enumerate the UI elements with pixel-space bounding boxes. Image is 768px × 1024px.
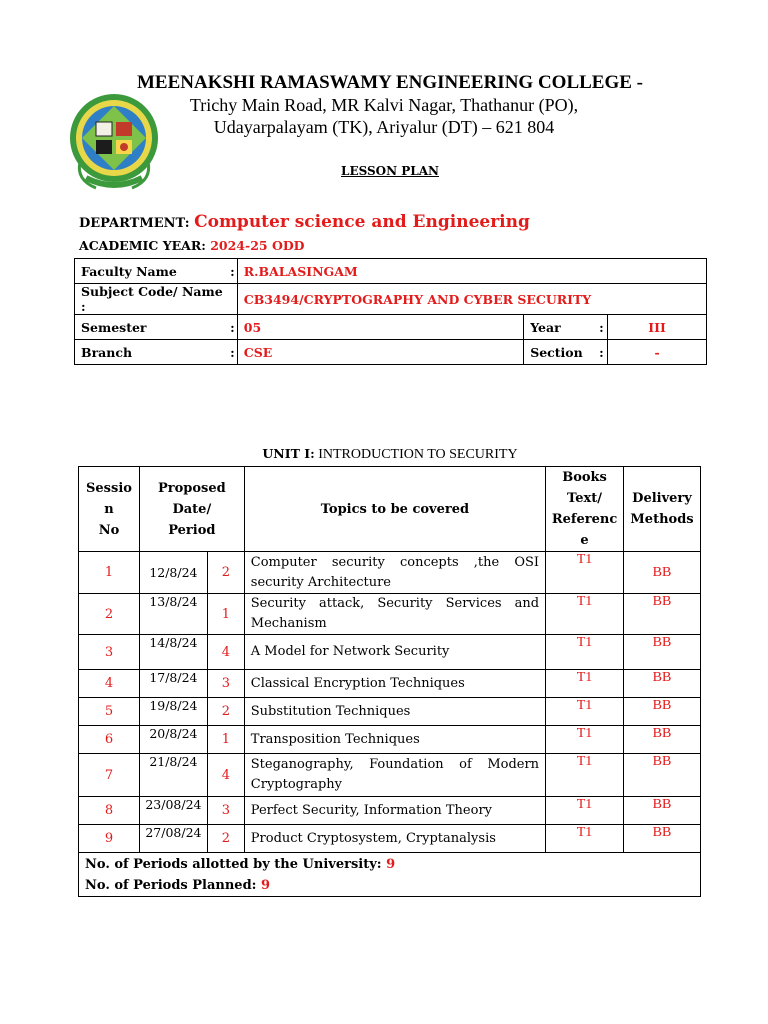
session-period: 4 (207, 635, 244, 670)
session-period: 2 (207, 698, 244, 726)
session-book: T1 (546, 670, 624, 698)
year-label: Year (524, 315, 596, 340)
session-topic: Security attack, Security Services and Mechanism (244, 594, 545, 635)
section-value: - (608, 340, 707, 365)
table-row (79, 825, 701, 853)
session-date: 13/8/24 (139, 594, 207, 635)
session-period: 3 (207, 797, 244, 825)
session-topic: Computer security concepts ,the OSI security Architecture (244, 552, 545, 594)
session-period: 1 (207, 726, 244, 754)
header-books: Books Text/ Referenc e (546, 467, 624, 552)
session-topic: Substitution Techniques (244, 698, 545, 726)
session-topic: Transposition Techniques (244, 726, 545, 754)
session-no: 3 (79, 635, 140, 670)
faculty-colon: : (223, 259, 237, 284)
session-book: T1 (546, 726, 624, 754)
session-period: 1 (207, 594, 244, 635)
planned-value: 9 (261, 877, 271, 893)
session-period: 3 (207, 670, 244, 698)
session-no: 1 (79, 552, 140, 594)
faculty-value: R.BALASINGAM (237, 259, 706, 284)
year-value: III (608, 315, 707, 340)
plan-header-row (79, 467, 701, 552)
branch-colon: : (223, 340, 237, 365)
session-date: 19/8/24 (139, 698, 207, 726)
session-method: BB (624, 698, 701, 726)
session-method: BB (624, 825, 701, 853)
session-period: 4 (207, 754, 244, 797)
course-info-grid (74, 258, 707, 365)
session-date: 20/8/24 (139, 726, 207, 754)
session-period: 2 (207, 825, 244, 853)
session-period: 2 (207, 552, 244, 594)
subject-label: Subject Code/ Name : (75, 284, 238, 315)
session-no: 7 (79, 754, 140, 797)
table-row (79, 698, 701, 726)
session-topic: Steganography, Foundation of Modern Cryptography (244, 754, 545, 797)
semester-value: 05 (237, 315, 523, 340)
unit-title (0, 446, 768, 463)
college-emblem-icon (66, 92, 162, 196)
branch-label: Branch (75, 340, 224, 365)
session-topic: Perfect Security, Information Theory (244, 797, 545, 825)
session-date: 12/8/24 (139, 552, 207, 594)
header-session: Sessio n No (79, 467, 140, 552)
department-value: Computer science and Engineering (194, 212, 530, 232)
allotted-value: 9 (386, 856, 396, 872)
semester-row (75, 315, 707, 340)
session-topic: A Model for Network Security (244, 635, 545, 670)
college-name: MEENAKSHI RAMASWAMY ENGINEERING COLLEGE - (136, 72, 643, 93)
subject-value: CB3494/CRYPTOGRAPHY AND CYBER SECURITY (237, 284, 706, 315)
academic-year-value: 2024-25 ODD (210, 238, 305, 253)
session-book: T1 (546, 552, 624, 594)
faculty-label: Faculty Name (75, 259, 224, 284)
session-no: 9 (79, 825, 140, 853)
branch-value: CSE (237, 340, 523, 365)
table-row (79, 552, 701, 594)
section-label: Section (524, 340, 596, 365)
table-row (79, 726, 701, 754)
department-line (79, 212, 530, 232)
unit-label: UNIT I: (262, 446, 315, 461)
subject-row (75, 284, 707, 315)
header-delivery: Delivery Methods (624, 467, 701, 552)
year-colon: : (596, 315, 608, 340)
periods-summary-row (79, 853, 701, 897)
table-row (79, 797, 701, 825)
session-book: T1 (546, 754, 624, 797)
branch-row (75, 340, 707, 365)
session-date: 14/8/24 (139, 635, 207, 670)
session-no: 4 (79, 670, 140, 698)
session-method: BB (624, 726, 701, 754)
semester-label: Semester (75, 315, 224, 340)
session-book: T1 (546, 698, 624, 726)
academic-year-label: ACADEMIC YEAR: (79, 238, 206, 253)
session-method: BB (624, 635, 701, 670)
session-book: T1 (546, 797, 624, 825)
session-no: 2 (79, 594, 140, 635)
section-colon: : (596, 340, 608, 365)
session-topic: Product Cryptosystem, Cryptanalysis (244, 825, 545, 853)
session-date: 21/8/24 (139, 754, 207, 797)
faculty-row (75, 259, 707, 284)
table-row (79, 594, 701, 635)
table-row (79, 635, 701, 670)
session-date: 23/08/24 (139, 797, 207, 825)
address-line-2: Udayarpalayam (TK), Ariyalur (DT) – 621 804 (213, 117, 555, 137)
table-row (79, 670, 701, 698)
planned-label: No. of Periods Planned: (85, 877, 257, 893)
session-no: 8 (79, 797, 140, 825)
session-method: BB (624, 552, 701, 594)
semester-colon: : (223, 315, 237, 340)
session-date: 17/8/24 (139, 670, 207, 698)
table-row (79, 754, 701, 797)
session-book: T1 (546, 825, 624, 853)
session-method: BB (624, 670, 701, 698)
periods-summary (79, 853, 701, 897)
session-topic: Classical Encryption Techniques (244, 670, 545, 698)
session-method: BB (624, 797, 701, 825)
session-no: 5 (79, 698, 140, 726)
department-label: DEPARTMENT: (79, 216, 190, 231)
doc-title: LESSON PLAN (341, 164, 439, 178)
academic-year-line (79, 238, 305, 253)
lesson-plan-table (78, 466, 701, 897)
session-book: T1 (546, 594, 624, 635)
session-method: BB (624, 754, 701, 797)
header-date: Proposed Date/ Period (139, 467, 244, 552)
session-no: 6 (79, 726, 140, 754)
header-topics: Topics to be covered (244, 467, 545, 552)
session-book: T1 (546, 635, 624, 670)
session-date: 27/08/24 (139, 825, 207, 853)
allotted-label: No. of Periods allotted by the University: (85, 856, 382, 872)
address-line-1: Trichy Main Road, MR Kalvi Nagar, Thathanur (PO), (189, 95, 579, 115)
unit-name: INTRODUCTION TO SECURITY (318, 447, 518, 462)
session-method: BB (624, 594, 701, 635)
